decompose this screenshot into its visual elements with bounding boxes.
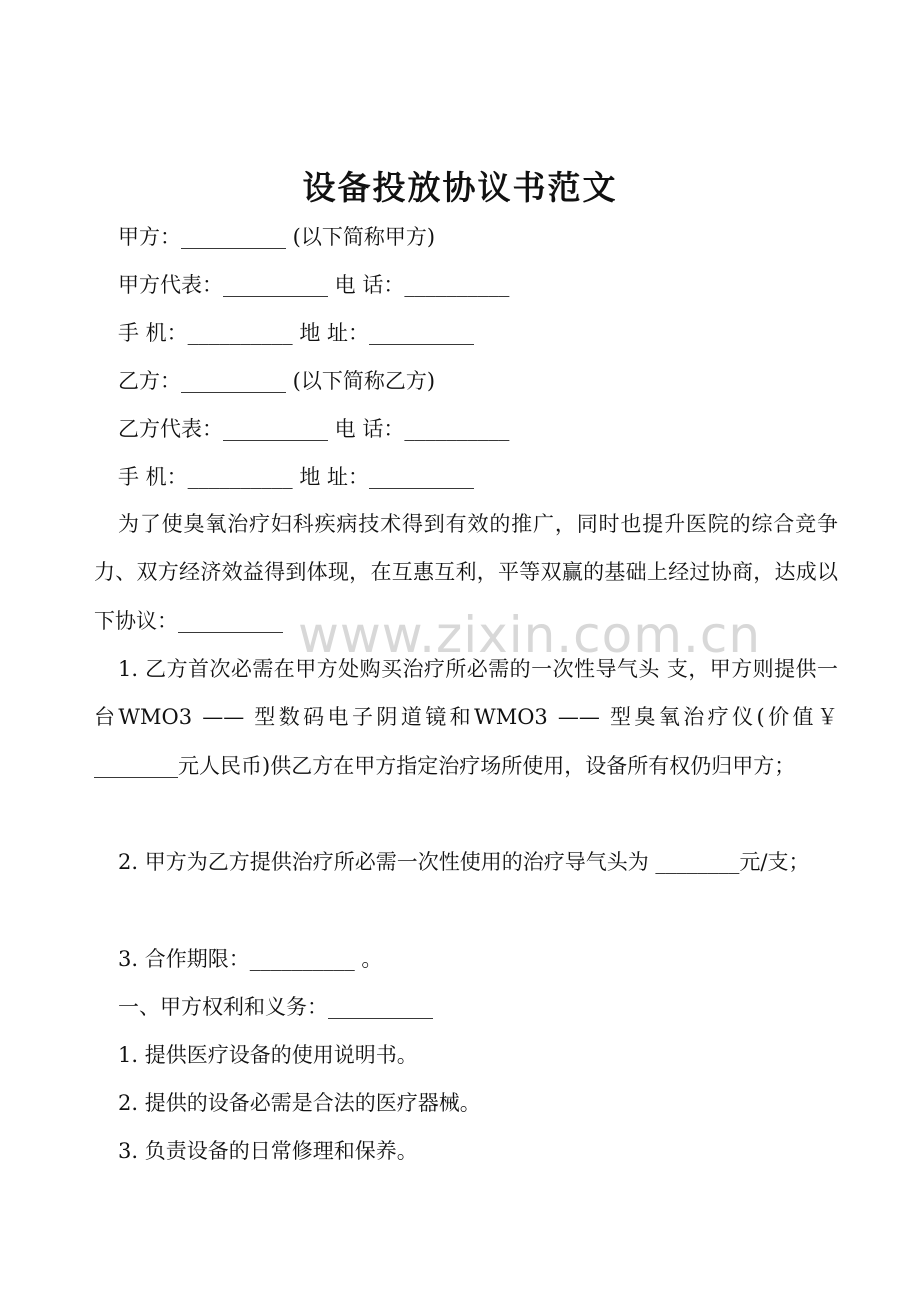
- party-b-mobile-address-line: 手 机：__________ 地 址：__________: [118, 465, 475, 489]
- document-title: 设备投放协议书范文: [302, 168, 618, 207]
- party-a-representative-line: 甲方代表：__________ 电 话：__________: [118, 273, 510, 297]
- party-b-representative-line: 乙方代表：__________ 电 话：__________: [118, 417, 510, 441]
- clause-2-paragraph: 2. 甲方为乙方提供治疗所必需一次性使用的治疗导气头为 ________元/支；: [118, 850, 810, 874]
- duty-3-line: 3. 负责设备的日常修理和保养。: [118, 1139, 418, 1163]
- party-a-mobile-address-line: 手 机：__________ 地 址：__________: [118, 321, 475, 345]
- intro-paragraph: 为了使臭氧治疗妇科疾病技术得到有效的推广，同时也提升医院的综合竞争力、双方经济效益得到体现，在互惠互利，平等双赢的基础上经过协商，达成以下协议：__________: [94, 512, 838, 633]
- duty-1-line: 1. 提供医疗设备的使用说明书。: [118, 1043, 418, 1067]
- party-a-line: 甲方：__________ (以下简称甲方): [118, 225, 436, 249]
- clause-3-line: 3. 合作期限：__________ 。: [118, 947, 383, 971]
- watermark: www.zixin.com.cn: [298, 606, 762, 664]
- party-b-line: 乙方：__________ (以下简称乙方): [118, 369, 436, 393]
- section-1-heading: 一、甲方权利和义务：__________: [118, 995, 433, 1019]
- duty-2-line: 2. 提供的设备必需是合法的医疗器械。: [118, 1091, 481, 1115]
- clause-1-paragraph: 1. 乙方首次必需在甲方处购买治疗所必需的一次性导气头 支，甲方则提供一台WMO3 —— 型数码电子阴道镜和WMO3 —— 型臭氧治疗仪(价值￥ ________元人民币)供乙方在甲方指定治疗场所使用，设备所有权仍归甲方；: [94, 657, 838, 778]
